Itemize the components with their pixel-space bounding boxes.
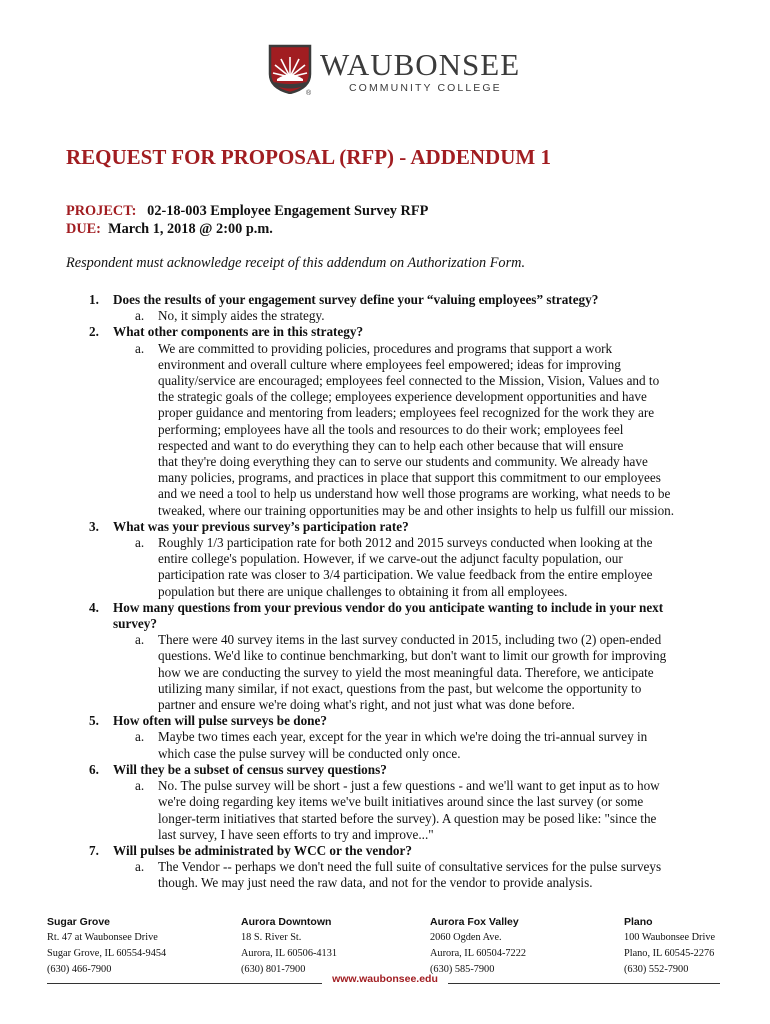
question-item [0, 519, 770, 535]
answer-letter: a. [135, 729, 145, 745]
question-text: Will they be a subset of census survey questions? [113, 761, 387, 777]
project-line [66, 203, 428, 220]
question-item [0, 292, 770, 308]
answer-letter: a. [135, 632, 145, 648]
due-line [66, 221, 273, 238]
answer-text: we're doing regarding key items we've built initiatives around since the last survey (or some [158, 794, 644, 810]
question-text: How often will pulse surveys be done? [113, 713, 327, 729]
answer-text: We are committed to providing policies, procedures and programs that support a work [158, 340, 613, 356]
question-item [0, 324, 770, 340]
campus-name: Aurora Fox Valley [430, 916, 519, 928]
question-text: Will pulses be administrated by WCC or the vendor? [113, 842, 412, 858]
answer-item [0, 535, 770, 600]
answer-text: No, it simply aides the strategy. [158, 308, 325, 324]
logo-wordmark: WAUBONSEE [320, 47, 521, 82]
campus-sugar-grove [47, 914, 166, 978]
question-text: What was your previous survey’s participation rate? [113, 518, 409, 534]
answer-text: last survey, I have seen efforts to try and improve..." [158, 826, 434, 842]
campus-plano [624, 914, 715, 978]
answer-text: quality/service are encouraged; employees feel connected to the Mission, Vision, Values and to [158, 373, 660, 389]
question-number: 2. [89, 324, 99, 340]
due-value: March 1, 2018 @ 2:00 p.m. [108, 221, 273, 237]
answer-text: utilizing many similar, if not exact, questions from the past, but welcome the opportunity to [158, 680, 642, 696]
campus-address: 100 Waubonsee Drive [624, 932, 716, 943]
answer-letter: a. [135, 308, 145, 324]
answer-text: longer-term initiatives that started before the survey). A question may be posed like: "since the [158, 810, 657, 826]
answer-text: entire college's population. However, if we carve-out the adjunct faculty population, our [158, 551, 623, 567]
answer-text: that they're doing everything they can to serve our students and community. We already have [158, 454, 648, 470]
answer-letter: a. [135, 535, 145, 551]
answer-letter: a. [135, 859, 145, 875]
question-number: 5. [89, 713, 99, 729]
question-number: 1. [89, 292, 99, 307]
campus-aurora-fox-valley [430, 914, 526, 978]
campus-name: Plano [624, 916, 653, 928]
registered-mark: ® [306, 90, 312, 97]
campus-aurora-downtown [241, 914, 337, 978]
question-item [0, 762, 770, 778]
campus-name: Sugar Grove [47, 916, 111, 928]
answer-text: participation rate was closer to 3/4 participation. We value feedback from the entire employee [158, 567, 653, 583]
shield-sunburst-icon [268, 44, 312, 94]
answer-item [0, 859, 770, 891]
answer-item [0, 308, 770, 324]
answer-text: Roughly 1/3 participation rate for both 2012 and 2015 surveys conducted when looking at the [158, 535, 653, 551]
answer-text: many policies, programs, and practices in place that support this commitment to our employees [158, 470, 661, 486]
answer-text: questions. We'd like to continue benchmarking, but don't want to limit our growth for improving [158, 648, 667, 664]
question-number: 3. [89, 518, 99, 534]
logo-subtitle: COMMUNITY COLLEGE [349, 82, 502, 94]
answer-letter: a. [135, 778, 145, 794]
campus-city: Plano, IL 60545-2276 [624, 948, 715, 959]
campus-city: Aurora, IL 60504-7222 [430, 948, 526, 959]
document-title: REQUEST FOR PROPOSAL (RFP) - ADDENDUM 1 [66, 145, 551, 169]
campus-city: Sugar Grove, IL 60554-9454 [47, 948, 167, 959]
question-item [0, 713, 770, 729]
answer-text: No. The pulse survey will be short - just a few questions - and we'll want to get input as to how [158, 778, 660, 794]
answer-item [0, 729, 770, 761]
answer-text: tweaked, where our training opportunities may be and other insights to help us fulfill our mission. [158, 502, 675, 518]
answer-item [0, 632, 770, 713]
campus-city: Aurora, IL 60506-4131 [241, 948, 337, 959]
college-logo [268, 44, 521, 100]
question-text: What other components are in this strategy? [113, 324, 364, 340]
answer-text: Maybe two times each year, except for the year in which we're doing the tri-annual survey in [158, 729, 648, 745]
question-item [0, 843, 770, 859]
answer-text: There were 40 survey items in the last survey conducted in 2015, including two (2) open-ended [158, 632, 662, 648]
question-number: 4. [89, 599, 99, 615]
question-number: 6. [89, 761, 99, 777]
answer-item [0, 778, 770, 843]
question-text: How many questions from your previous vendor do you anticipate wanting to include in your next [113, 599, 664, 615]
answer-text: which case the pulse survey will be conducted only once. [158, 745, 461, 761]
question-text: survey? [113, 616, 157, 632]
campus-name: Aurora Downtown [241, 916, 332, 928]
answer-item [0, 341, 770, 519]
question-text: Does the results of your engagement survey define your “valuing employees” strategy? [113, 292, 599, 307]
project-label: PROJECT: [66, 203, 137, 219]
answer-text: the strategic goals of the college; employees experience development opportunities and have [158, 389, 647, 405]
answer-text: environment and overall culture where employees feel empowered; ideas for improving [158, 356, 621, 372]
answer-letter: a. [135, 340, 145, 356]
answer-text: population but there are unique challenges to obtaining it from all employees. [158, 583, 568, 599]
answer-text: performing; employees have all the tools and resources to do their work; employees feel [158, 421, 624, 437]
campus-address: Rt. 47 at Waubonsee Drive [47, 932, 158, 943]
due-label: DUE: [66, 221, 101, 237]
answer-text: proper guidance and mentoring from leaders; employees feel recognized for the work they are [158, 405, 655, 421]
answer-text: though. We may just need the raw data, and not for the vendor to provide analysis. [158, 875, 593, 891]
project-value: 02-18-003 Employee Engagement Survey RFP [147, 203, 429, 219]
answer-text: and we need a tool to help us understand how well those programs are working, what needs to be [158, 486, 671, 502]
campus-phone: (630) 466-7900 [47, 964, 112, 975]
answer-text: respected and want to do everything they can to help each other because that will ensure [158, 437, 624, 453]
campus-phone: (630) 585-7900 [430, 964, 495, 975]
campus-phone: (630) 801-7900 [241, 964, 306, 975]
website-link[interactable]: www.waubonsee.edu [332, 973, 438, 985]
answer-text: how we are conducting the survey to yield the most meaningful data. Therefore, we anticipate [158, 664, 654, 680]
question-number: 7. [89, 842, 99, 858]
question-item [0, 600, 770, 632]
answer-text: The Vendor -- perhaps we don't need the full suite of consultative services for the pulse surveys [158, 859, 662, 875]
answer-text: partner and ensure we're doing what's right, and not just what was done before. [158, 697, 575, 713]
campus-address: 18 S. River St. [241, 932, 302, 943]
question-answer-list [0, 292, 770, 892]
acknowledgement-notice: Respondent must acknowledge receipt of this addendum on Authorization Form. [66, 255, 526, 271]
campus-address: 2060 Ogden Ave. [430, 932, 502, 943]
campus-phone: (630) 552-7900 [624, 964, 689, 975]
